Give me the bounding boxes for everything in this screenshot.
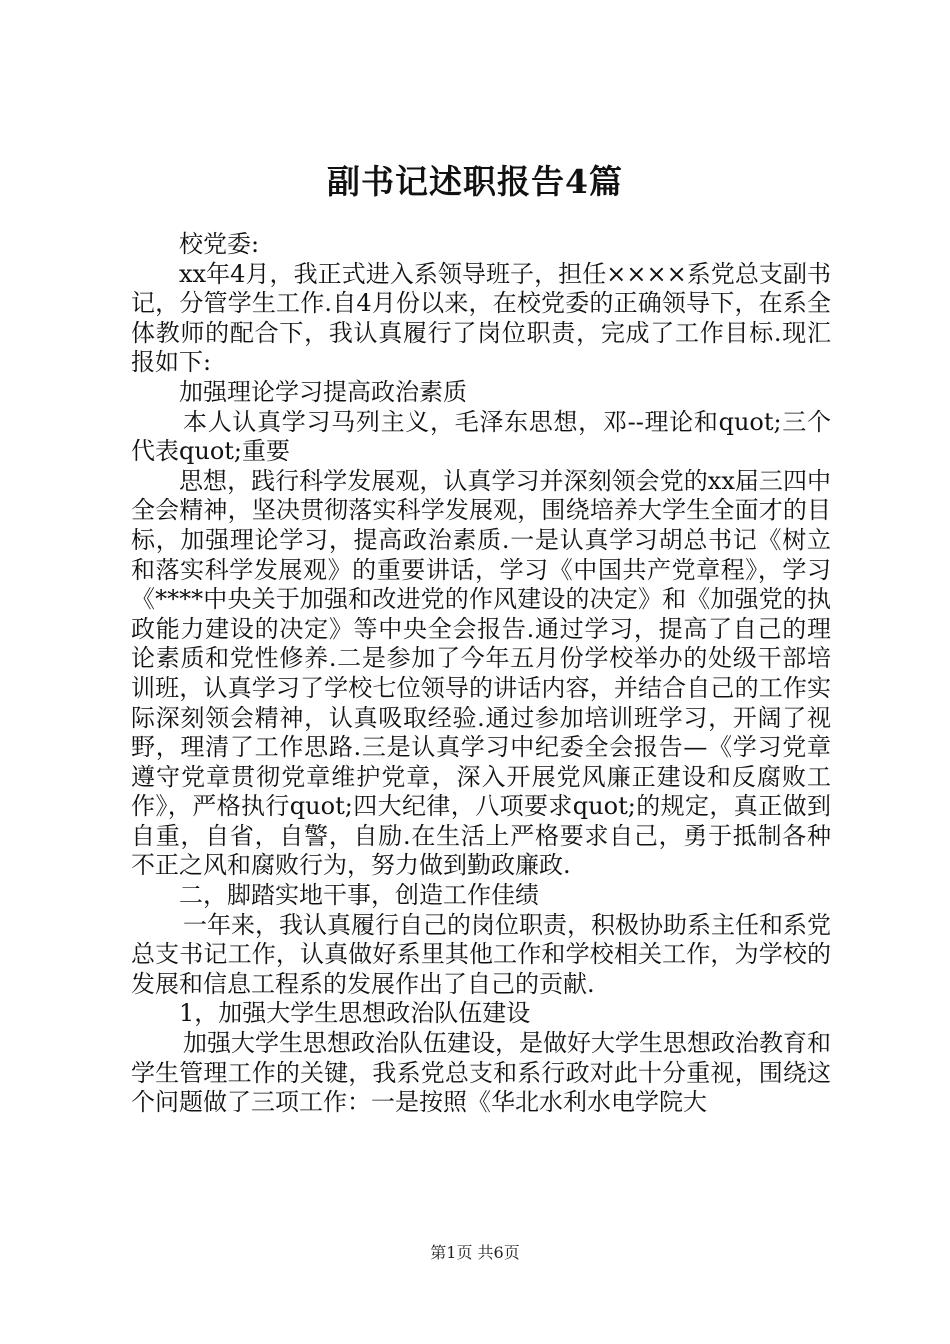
section-heading: 加强理论学习提高政治素质 xyxy=(179,377,467,406)
section-heading: 二，脚踏实地干事，创造工作佳绩 xyxy=(179,881,539,910)
salutation: 校党委: xyxy=(179,230,260,258)
document-body xyxy=(131,230,831,1118)
document-title: 副书记述职报告4篇 xyxy=(327,162,623,201)
body-paragraph: 思想，践行科学发展观，认真学习并深刻领会党的xx届三四中全会精神，坚决贯彻落实科学发展观，围绕培养大学生全面才的目标，加强理论学习，提高政治素质.一是认真学习胡总书记《树立和落实科学发展观》的重要讲话，学习《中国共产党章程》，学习《****中央关于加强和改进党的作风建设的决定》和《加强党的执政能力建设的决定》等中央全会报告.通过学习，提高了自己的理论素质和党性修养.二是参加了今年五月份学校举办的处级干部培训班，认真学习了学校七位领导的讲话内容，并结合自己的工作实际深刻领会精神，认真吸取经验.通过参加培训班学习，开阔了视野，理清了工作思路.三是认真学习中纪委全会报告—《学习党章遵守党章贯彻党章维护党章，深入开展党风廉正建设和反腐败工作》，严格执行quot;四大纪律，八项要求quot;的规定，真正做到自重，自省，自警，自励.在生活上严格要求自己，勇于抵制各种不正之风和腐败行为，努力做到勤政廉政. xyxy=(131,466,831,880)
body-paragraph: 本人认真学习马列主义，毛泽东思想，邓--理论和quot;三个代表quot;重要 xyxy=(131,407,831,466)
body-paragraph: 一年来，我认真履行自己的岗位职责，积极协助系主任和系党总支书记工作，认真做好系里其他工作和学校相关工作，为学校的发展和信息工程系的发展作出了自己的贡献. xyxy=(131,910,831,998)
body-paragraph: 加强大学生思想政治队伍建设，是做好大学生思想政治教育和学生管理工作的关键，我系党总支和系行政对此十分重视，围绕这个问题做了三项工作：一是按照《华北水利水电学院大 xyxy=(131,1029,831,1117)
page-number-footer: 第1页 共6页 xyxy=(430,1243,520,1262)
body-paragraph: xx年4月，我正式进入系领导班子，担任××××系党总支副书记，分管学生工作.自4月份以来，在校党委的正确领导下，在系全体教师的配合下，我认真履行了岗位职责，完成了工作目标.现汇报如下: xyxy=(131,259,831,377)
subsection-heading: 1，加强大学生思想政治队伍建设 xyxy=(179,999,531,1028)
